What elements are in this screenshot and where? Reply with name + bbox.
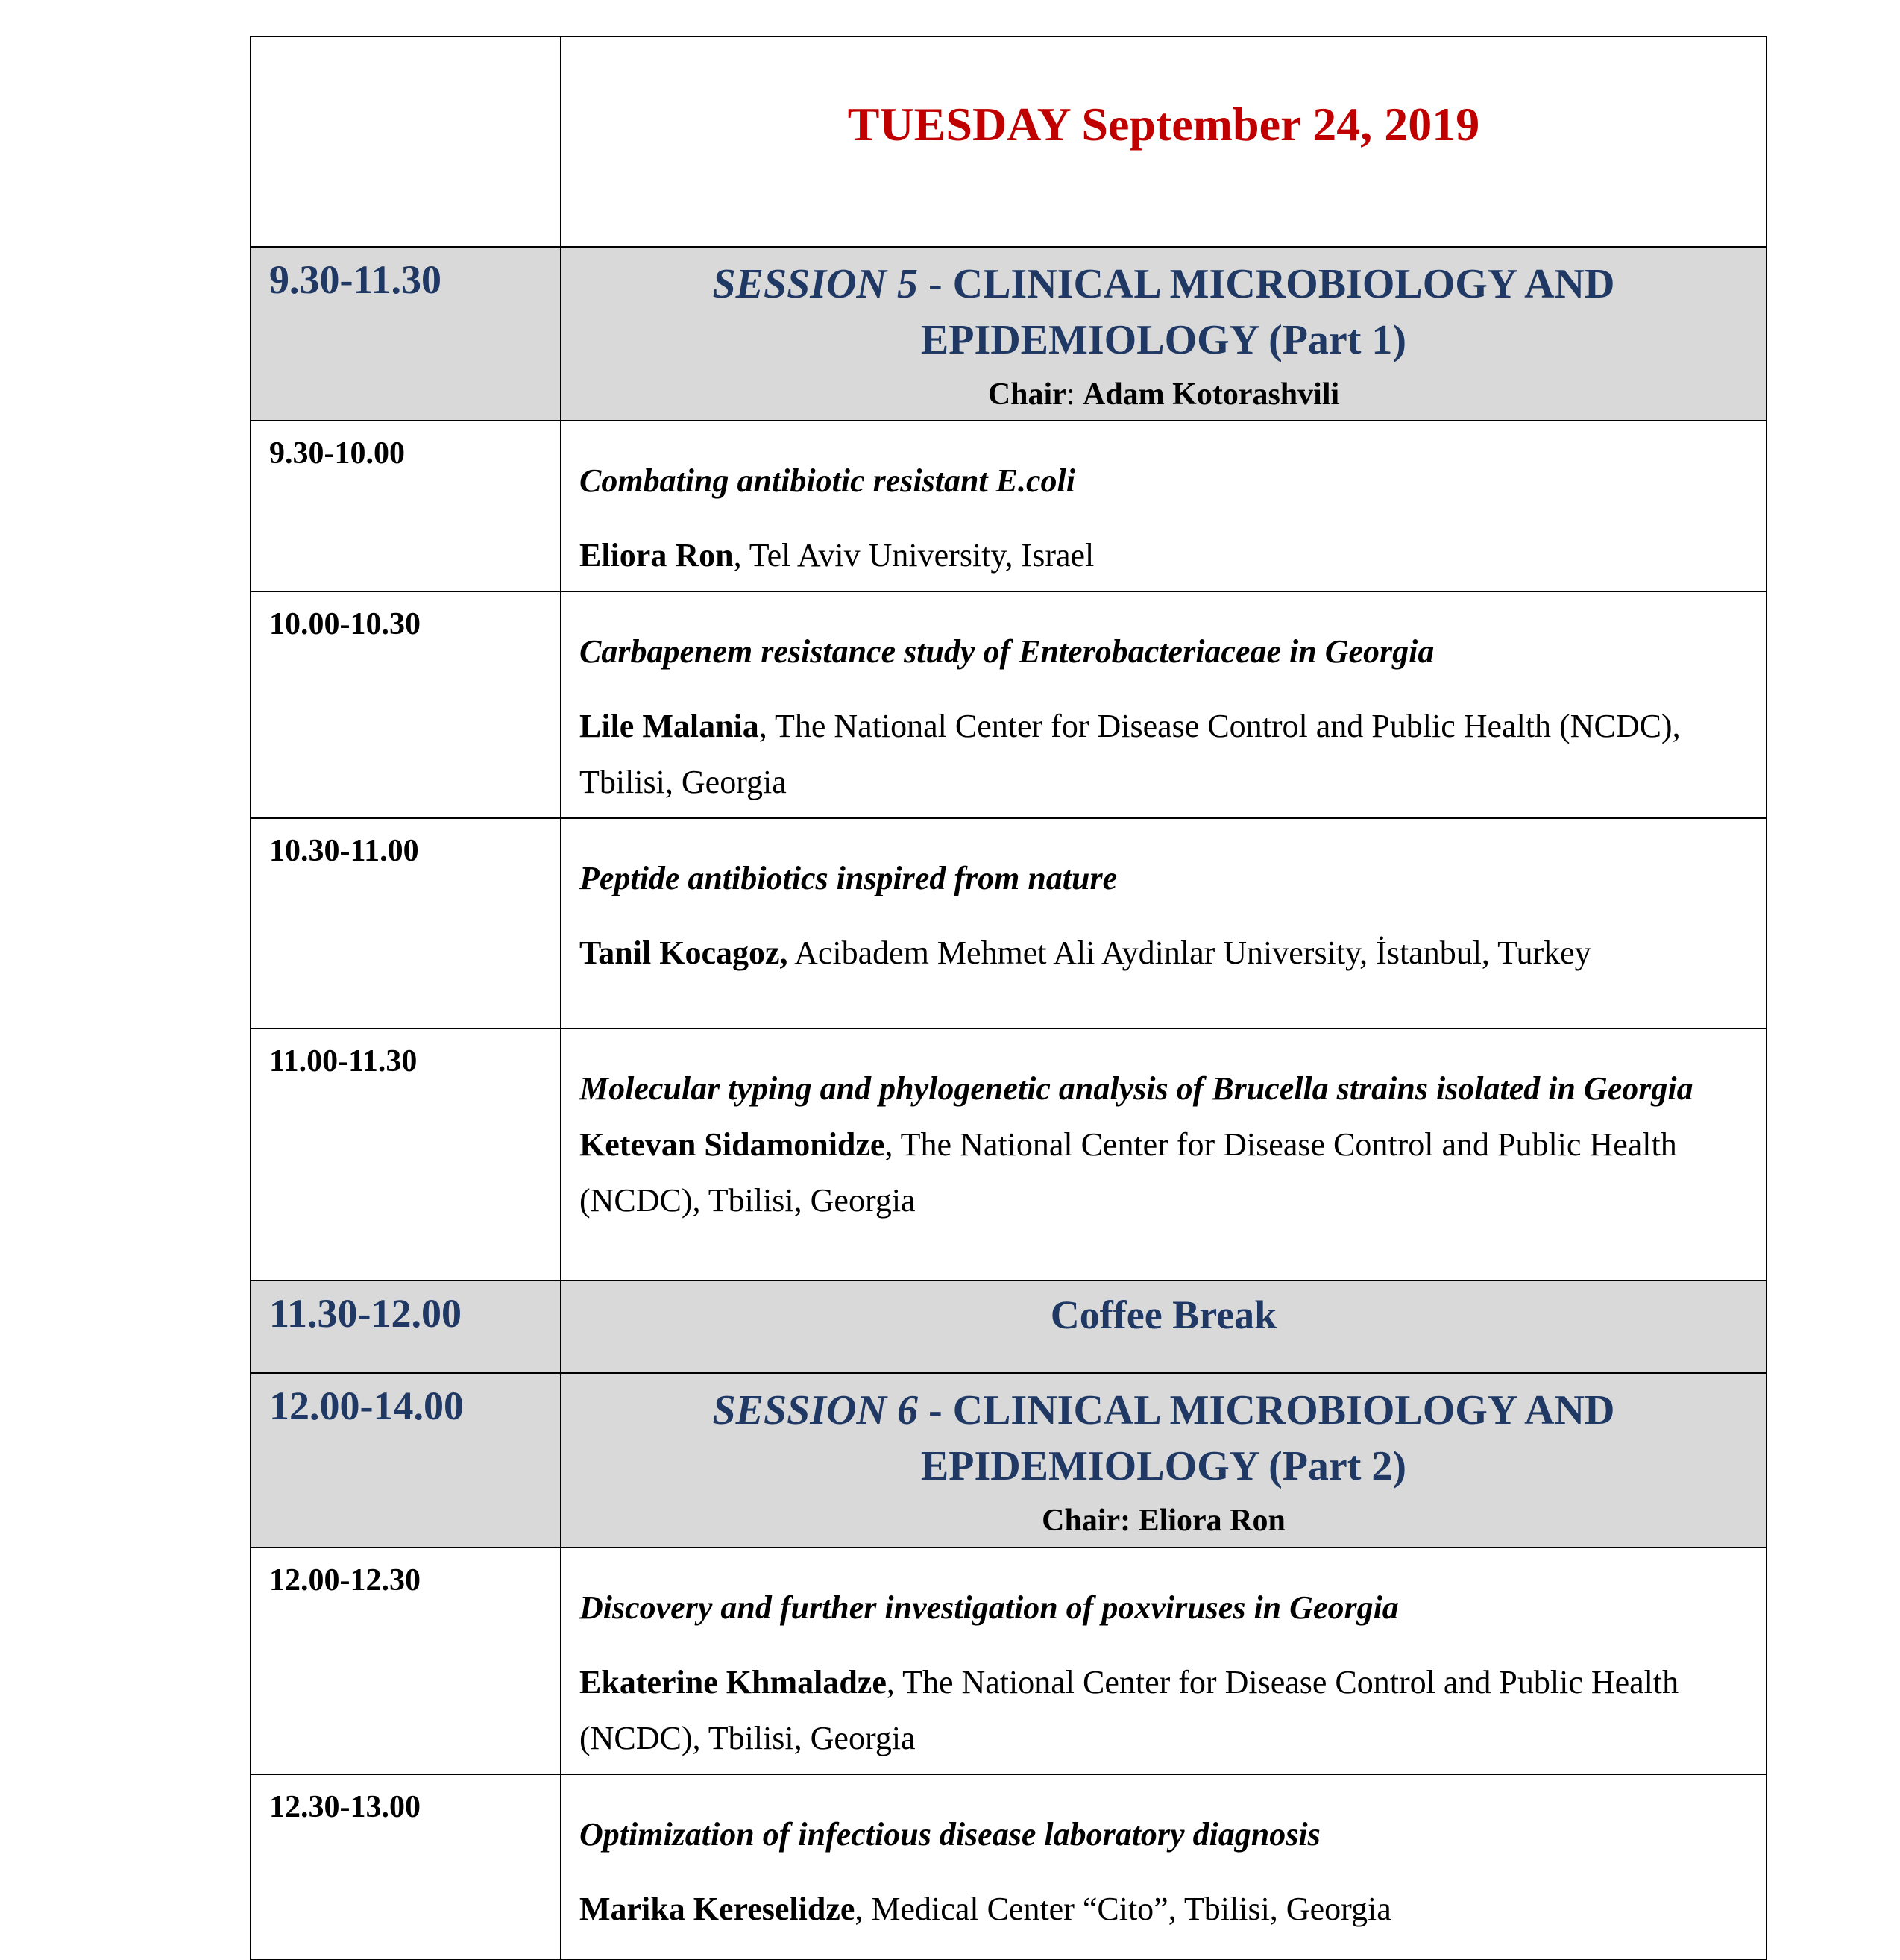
speaker-affiliation: , The National Center for Disease Control and Public Health (NCDC), Tbilisi, Georgia [579, 708, 1681, 801]
session-title: CLINICAL MICROBIOLOGY AND EPIDEMIOLOGY (Part 2) [920, 1387, 1615, 1490]
talk-row [251, 1028, 1767, 1281]
talk-row [251, 421, 1767, 591]
talk-title: Combating antibiotic resistant E.coli [579, 462, 1075, 500]
session-heading [561, 1383, 1766, 1495]
talk-title: Peptide antibiotics inspired from nature [579, 860, 1118, 897]
session-label: SESSION 6 [712, 1387, 918, 1434]
chair-separator: : [1066, 377, 1083, 412]
program-table [250, 36, 1767, 1960]
chair-label: Chair [987, 377, 1066, 412]
talk-time: 11.00-11.30 [251, 1028, 561, 1281]
talk-time: 9.30-10.00 [251, 421, 561, 591]
day-title: TUESDAY September 24, 2019 [561, 37, 1767, 247]
talk-row [251, 1548, 1767, 1774]
break-row [251, 1281, 1767, 1373]
talk-title: Molecular typing and phylogenetic analysis of Brucella strains isolated in Georgia [579, 1070, 1693, 1108]
talk-title: Discovery and further investigation of poxviruses in Georgia [579, 1589, 1399, 1626]
session-title: CLINICAL MICROBIOLOGY AND EPIDEMIOLOGY (Part 1) [920, 261, 1615, 364]
header-row [251, 37, 1767, 247]
talk-details [561, 591, 1767, 818]
chair-full: Chair: Eliora Ron [1042, 1504, 1286, 1539]
talk-speaker-line [579, 925, 1736, 981]
talk-details [561, 421, 1767, 591]
header-empty-cell [251, 37, 561, 247]
session-row [251, 1373, 1767, 1547]
talk-speaker-line [579, 698, 1736, 810]
speaker-name: Ekaterine Khmaladze [579, 1663, 887, 1700]
session-row [251, 247, 1767, 421]
talk-speaker-line [579, 1881, 1736, 1937]
session-chair [561, 368, 1766, 420]
talk-details [561, 1774, 1767, 1959]
speaker-name: Lile Malania [579, 708, 759, 745]
session-heading [561, 257, 1766, 368]
talk-time: 10.00-10.30 [251, 591, 561, 818]
talk-details [561, 818, 1767, 1028]
talk-row [251, 591, 1767, 818]
speaker-name: Eliora Ron [579, 537, 734, 574]
talk-row [251, 818, 1767, 1028]
speaker-affiliation: , Tel Aviv University, Israel [733, 537, 1095, 574]
speaker-affiliation: , The National Center for Disease Control and Public Health (NCDC), Tbilisi, Georgia [579, 1126, 1677, 1219]
talk-details [561, 1548, 1767, 1774]
speaker-name: Marika Kereselidze [579, 1890, 855, 1927]
talk-speaker-line [579, 527, 1736, 583]
break-time: 11.30-12.00 [251, 1281, 561, 1373]
session-chair [561, 1495, 1766, 1546]
break-title: Coffee Break [561, 1281, 1767, 1373]
talk-speaker-line [579, 1654, 1736, 1766]
talk-details [561, 1028, 1767, 1281]
talk-row [251, 1774, 1767, 1959]
talk-title: Carbapenem resistance study of Enterobacteriaceae in Georgia [579, 633, 1435, 670]
session-label: SESSION 5 [712, 261, 918, 307]
speaker-affiliation: , Medical Center “Cito”, Tbilisi, Georgia [855, 1890, 1391, 1927]
talk-speaker-line [579, 1116, 1736, 1228]
speaker-affiliation: , The National Center for Disease Control and Public Health (NCDC), Tbilisi, Georgia [579, 1663, 1679, 1756]
chair-name: Adam Kotorashvili [1082, 377, 1340, 412]
speaker-name: Ketevan Sidamonidze [579, 1126, 885, 1163]
session-separator: - [917, 1387, 953, 1434]
talk-time: 12.30-13.00 [251, 1774, 561, 1959]
talk-title: Optimization of infectious disease laboratory diagnosis [579, 1815, 1321, 1853]
speaker-name: Tanil Kocagoz, [579, 935, 788, 972]
speaker-affiliation: Acibadem Mehmet Ali Aydinlar University, İstanbul, Turkey [787, 935, 1591, 972]
session-time: 12.00-14.00 [251, 1373, 561, 1547]
session-separator: - [917, 261, 953, 307]
session-header [561, 1373, 1767, 1547]
talk-time: 10.30-11.00 [251, 818, 561, 1028]
session-header [561, 247, 1767, 421]
session-time: 9.30-11.30 [251, 247, 561, 421]
talk-time: 12.00-12.30 [251, 1548, 561, 1774]
